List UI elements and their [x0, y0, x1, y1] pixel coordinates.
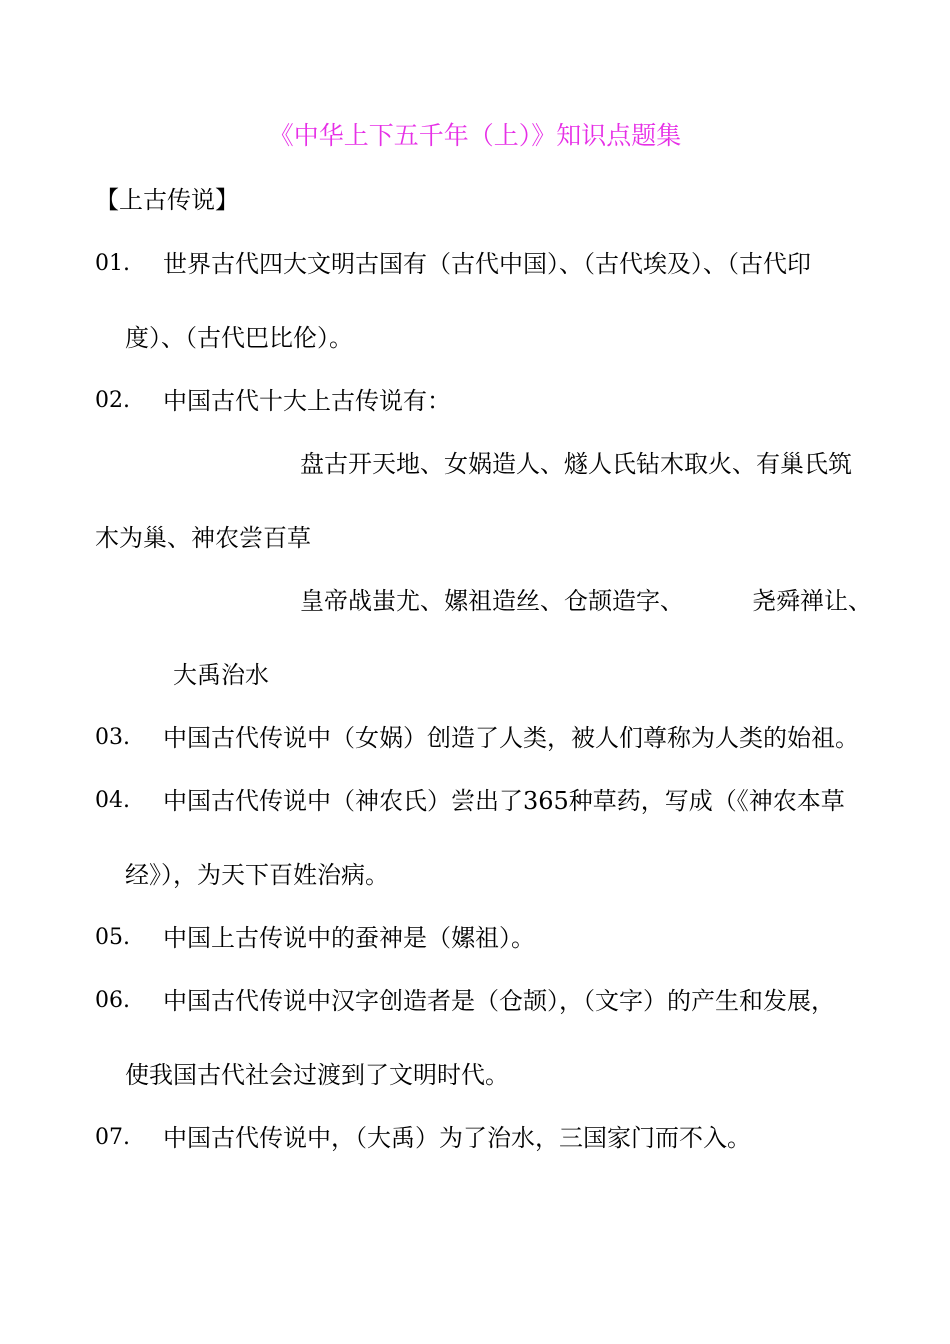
item-text-continued: 使我国古代社会过渡到了文明时代。: [125, 1061, 509, 1089]
item-text-continued: 度）、（古代巴比伦）。: [125, 324, 353, 352]
item-text: 中国上古传说中的蚕神是（嫘祖）。: [163, 924, 535, 952]
item-number: 01.: [95, 251, 130, 276]
item-text-continued: 木为巢、神农尝百草: [95, 524, 311, 552]
item-text-continued: 盘古开天地、女娲造人、燧人氏钻木取火、有巢氏筑: [300, 450, 852, 478]
item-number: 05.: [95, 925, 130, 950]
item-text: 中国古代传说中（神农氏）尝出了365种草药，写成（《神农本草: [163, 787, 845, 815]
item-text-continued: 皇帝战蚩尤、嫘祖造丝、仓颉造字、: [300, 587, 684, 615]
item-text-continued: 尧舜禅让、: [752, 587, 872, 615]
item-number: 02.: [95, 388, 130, 413]
item-text: 中国古代传说中（女娲）创造了人类，被人们尊称为人类的始祖。: [163, 724, 859, 752]
item-number: 06.: [95, 988, 130, 1013]
item-number: 07.: [95, 1125, 130, 1150]
item-number: 03.: [95, 725, 130, 750]
item-text-continued: 经》），为天下百姓治病。: [125, 861, 389, 889]
item-text: 中国古代传说中，（大禹）为了治水，三国家门而不入。: [163, 1124, 751, 1152]
section-heading: 【上古传说】: [95, 186, 239, 214]
item-text-continued: 大禹治水: [173, 661, 269, 689]
item-text: 中国古代传说中汉字创造者是（仓颉），（文字）的产生和发展，: [163, 987, 835, 1015]
item-text: 中国古代十大上古传说有：: [163, 387, 451, 415]
document-title: 《中华上下五千年（上）》知识点题集: [268, 121, 682, 150]
item-number: 04.: [95, 788, 130, 813]
item-text: 世界古代四大文明古国有（古代中国）、（古代埃及）、（古代印: [163, 250, 811, 278]
